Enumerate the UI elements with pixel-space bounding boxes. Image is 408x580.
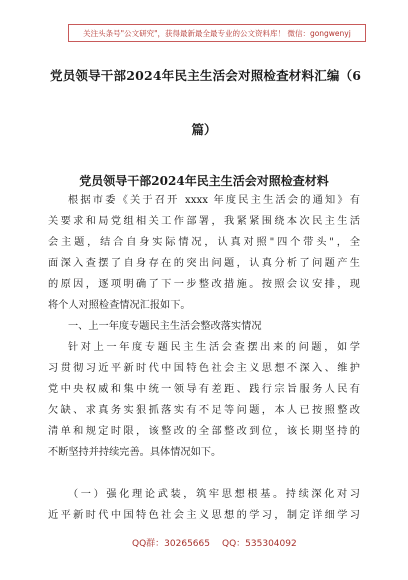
text-line: 关要求和局党组相关工作部署，我紧紧围绕本次民主生活 bbox=[48, 216, 360, 227]
text-line: 近平新时代中国特色社会主义思想的学习，制定详细学习 bbox=[48, 510, 360, 521]
text-line: 会主题，结合自身实际情况，认真对照"四个带头"，全 bbox=[48, 237, 360, 248]
text-line: 根据市委《关于召开 xxxx 年度民主生活会的通知》有 bbox=[68, 195, 360, 206]
contact-footer bbox=[0, 536, 408, 552]
text-line: 的原因，逐项明确了下一步整改措施。按照会议安排，现 bbox=[48, 279, 360, 290]
promo-banner bbox=[68, 24, 366, 42]
section-heading-1 bbox=[48, 316, 360, 337]
qq-group-text: QQ群：30265665 bbox=[132, 539, 210, 549]
qq-contact-text: QQ：535304092 bbox=[222, 539, 297, 549]
paragraph-intro bbox=[48, 190, 360, 316]
text-line: 欠缺、求真务实狠抓落实有不足等问题，本人已按照整改 bbox=[48, 405, 360, 416]
paragraph-theory bbox=[48, 484, 360, 526]
paragraph-rectification bbox=[48, 337, 360, 463]
document-title-continued: 篇） bbox=[191, 122, 217, 137]
text-line: （一）强化理论武装，筑牢思想根基。持续深化对习 bbox=[68, 489, 360, 500]
text-line: 面深入查摆了自身存在的突出问题，认真分析了问题产生 bbox=[48, 258, 360, 269]
text-line: 针对上一年度专题民主生活会查摆出来的问题，如学 bbox=[68, 342, 360, 353]
article-title: 党员领导干部2024年民主生活会对照检查材料 bbox=[79, 174, 329, 188]
text-line: 将个人对照检查情况汇报如下。 bbox=[48, 300, 191, 311]
promo-banner-text: 关注头条号"公文研究"，获得最新最全最专业的公文资料库！ 微信：gongwenyj bbox=[83, 28, 351, 38]
text-line: 党中央权威和集中统一领导有差距、践行宗旨服务人民有 bbox=[48, 384, 360, 395]
text-line: 一、上一年度专题民主生活会整改落实情况 bbox=[68, 321, 262, 332]
document-title: 党员领导干部2024年民主生活会对照检查材料汇编（6 bbox=[50, 68, 362, 83]
text-line: 不断坚持并持续完善。具体情况如下。 bbox=[48, 447, 222, 458]
text-line: 清单和规定时限，该整改的全部整改到位，该长期坚持的 bbox=[48, 426, 360, 437]
text-line: 习贯彻习近平新时代中国特色社会主义思想不深入、维护 bbox=[48, 363, 360, 374]
